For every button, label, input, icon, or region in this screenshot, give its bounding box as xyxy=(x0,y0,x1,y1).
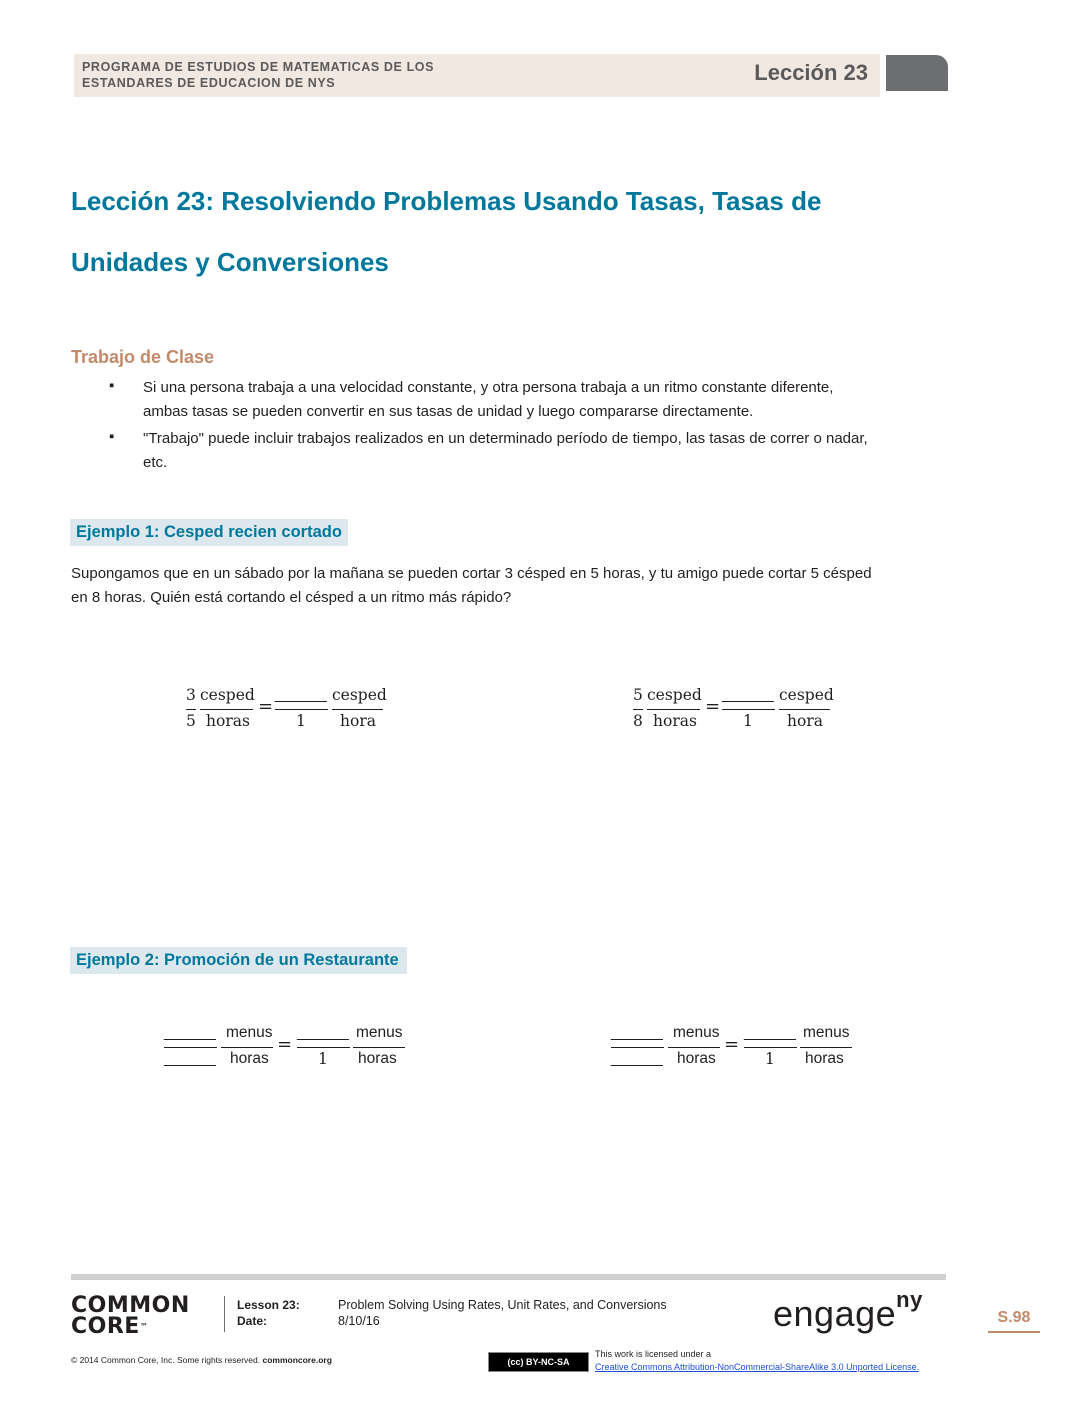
equals-sign: = xyxy=(705,696,721,717)
example1-equation-2 xyxy=(633,686,853,738)
fraction-bar xyxy=(297,1047,350,1048)
eq-one: 1 xyxy=(765,1050,775,1068)
page-title-line2: Unidades y Conversiones xyxy=(71,247,389,277)
fraction-bar xyxy=(800,1047,852,1048)
logo-line2-text: CORE xyxy=(71,1314,140,1339)
bullet-1-line1: Si una persona trabaja a una velocidad constante, y otra persona trabaja a un ritmo constante diferente, xyxy=(143,379,834,396)
date-label: Date: xyxy=(237,1314,268,1328)
bullet-icon: ▪ xyxy=(109,377,115,394)
numerator-blank: ______ xyxy=(611,1024,663,1041)
example1-heading: Ejemplo 1: Cesped recien cortado xyxy=(70,519,348,546)
eq-num: 3 xyxy=(186,686,196,704)
header-lesson: Lección 23 xyxy=(754,60,868,85)
eq-one: 1 xyxy=(743,712,753,730)
copyright-text: © 2014 Common Core, Inc. Some rights reserved. xyxy=(71,1355,261,1365)
copyright xyxy=(71,1355,332,1365)
page-number-underline xyxy=(988,1331,1040,1333)
rate-num-unit: cesped xyxy=(779,686,834,704)
rate-num-unit: menus xyxy=(356,1024,403,1041)
rate-den-unit: horas xyxy=(358,1050,397,1067)
equals-sign: = xyxy=(258,696,274,717)
example1-text xyxy=(71,562,951,609)
classwork-heading: Trabajo de Clase xyxy=(71,347,215,367)
bullet-2-line1: "Trabajo" puede incluir trabajos realizados en un determinado período de tiempo, las tasas de correr o nadar, xyxy=(143,430,868,447)
rate-num-unit: menus xyxy=(803,1024,850,1041)
footer-rule xyxy=(71,1274,946,1280)
engageny-logo xyxy=(773,1287,923,1335)
answer-blank: ______ xyxy=(722,686,774,703)
numerator-blank: ______ xyxy=(164,1024,216,1041)
example1-text-line1: Supongamos que en un sábado por la mañana se pueden cortar 3 césped en 5 horas, y tu amigo puede cortar 5 césped xyxy=(71,565,872,582)
lesson-value: Problem Solving Using Rates, Unit Rates, and Conversions xyxy=(338,1298,667,1312)
example2-equation-1 xyxy=(164,1024,414,1076)
rate-num-unit: cesped xyxy=(332,686,387,704)
bullet-1-line2: ambas tasas se pueden convertir en sus tasas de unidad y luego compararse directamente. xyxy=(143,402,754,420)
example2-heading: Ejemplo 2: Promoción de un Restaurante xyxy=(70,947,407,974)
eq-num-unit: menus xyxy=(226,1024,273,1041)
logo-line2 xyxy=(71,1316,190,1337)
answer-blank: ______ xyxy=(297,1024,349,1041)
denominator-blank: ______ xyxy=(611,1050,663,1067)
fraction-bar xyxy=(744,1047,797,1048)
fraction-bar xyxy=(221,1047,273,1048)
copyright-site: commoncore.org xyxy=(262,1355,332,1365)
license-link[interactable]: Creative Commons Attribution-NonCommercial-ShareAlike 3.0 Unported License. xyxy=(595,1362,920,1372)
answer-blank: ______ xyxy=(275,686,327,703)
program-title-line2: ESTANDARES DE EDUCACION DE NYS xyxy=(82,76,336,90)
bullet-text-1 xyxy=(143,376,943,423)
bullet-icon: ▪ xyxy=(109,428,115,445)
eq-one: 1 xyxy=(318,1050,328,1068)
fraction-bar xyxy=(353,1047,405,1048)
fraction-bar xyxy=(164,1047,217,1048)
eq-den: 5 xyxy=(186,712,196,730)
eq-den: 8 xyxy=(633,712,643,730)
rate-den-unit: hora xyxy=(340,712,376,730)
equals-sign: = xyxy=(277,1034,293,1055)
bullet-2-line2: etc. xyxy=(143,453,168,471)
engage-sup: ny xyxy=(896,1287,923,1312)
eq-num: 5 xyxy=(633,686,643,704)
bullet-text-2 xyxy=(143,427,943,474)
eq-den-unit: horas xyxy=(206,712,250,730)
fraction-bar xyxy=(633,709,643,710)
program-title xyxy=(82,59,542,91)
page-number: S.98 xyxy=(997,1309,1031,1326)
eq-den-unit: horas xyxy=(653,712,697,730)
eq-den-unit: horas xyxy=(230,1050,269,1067)
eq-den-unit: horas xyxy=(677,1050,716,1067)
fraction-bar xyxy=(332,709,383,710)
date-value: 8/10/16 xyxy=(338,1314,380,1328)
footer-divider xyxy=(224,1296,225,1332)
fraction-bar xyxy=(647,709,700,710)
fraction-bar xyxy=(186,709,196,710)
logo-line1: COMMON xyxy=(71,1293,190,1318)
fraction-bar xyxy=(668,1047,720,1048)
logo-tm: ™ xyxy=(139,1322,149,1331)
eq-num-unit: menus xyxy=(673,1024,720,1041)
denominator-blank: ______ xyxy=(164,1050,216,1067)
fraction-bar xyxy=(200,709,253,710)
program-title-line1: PROGRAMA DE ESTUDIOS DE MATEMATICAS DE LOS xyxy=(82,60,435,74)
equals-sign: = xyxy=(724,1034,740,1055)
example1-equation-1 xyxy=(186,686,406,738)
page-title-line1: Lección 23: Resolviendo Problemas Usando Tasas, Tasas de xyxy=(71,186,822,216)
eq-num-unit: cesped xyxy=(647,686,702,704)
engage-text: engage xyxy=(773,1293,897,1334)
header-tab xyxy=(886,55,948,91)
lesson-label: Lesson 23: xyxy=(237,1298,300,1312)
example1-text-line2: en 8 horas. Quién está cortando el césped a un ritmo más rápido? xyxy=(71,588,512,606)
rate-den-unit: horas xyxy=(805,1050,844,1067)
fraction-bar xyxy=(722,709,775,710)
rate-den-unit: hora xyxy=(787,712,823,730)
fraction-bar xyxy=(275,709,328,710)
fraction-bar xyxy=(779,709,830,710)
eq-one: 1 xyxy=(296,712,306,730)
cc-license-badge: (cc) BY-NC-SA xyxy=(488,1352,589,1372)
common-core-logo xyxy=(71,1295,190,1337)
eq-num-unit: cesped xyxy=(200,686,255,704)
fraction-bar xyxy=(611,1047,664,1048)
license-text: This work is licensed under a xyxy=(595,1349,712,1359)
example2-equation-2 xyxy=(611,1024,861,1076)
answer-blank: ______ xyxy=(744,1024,796,1041)
